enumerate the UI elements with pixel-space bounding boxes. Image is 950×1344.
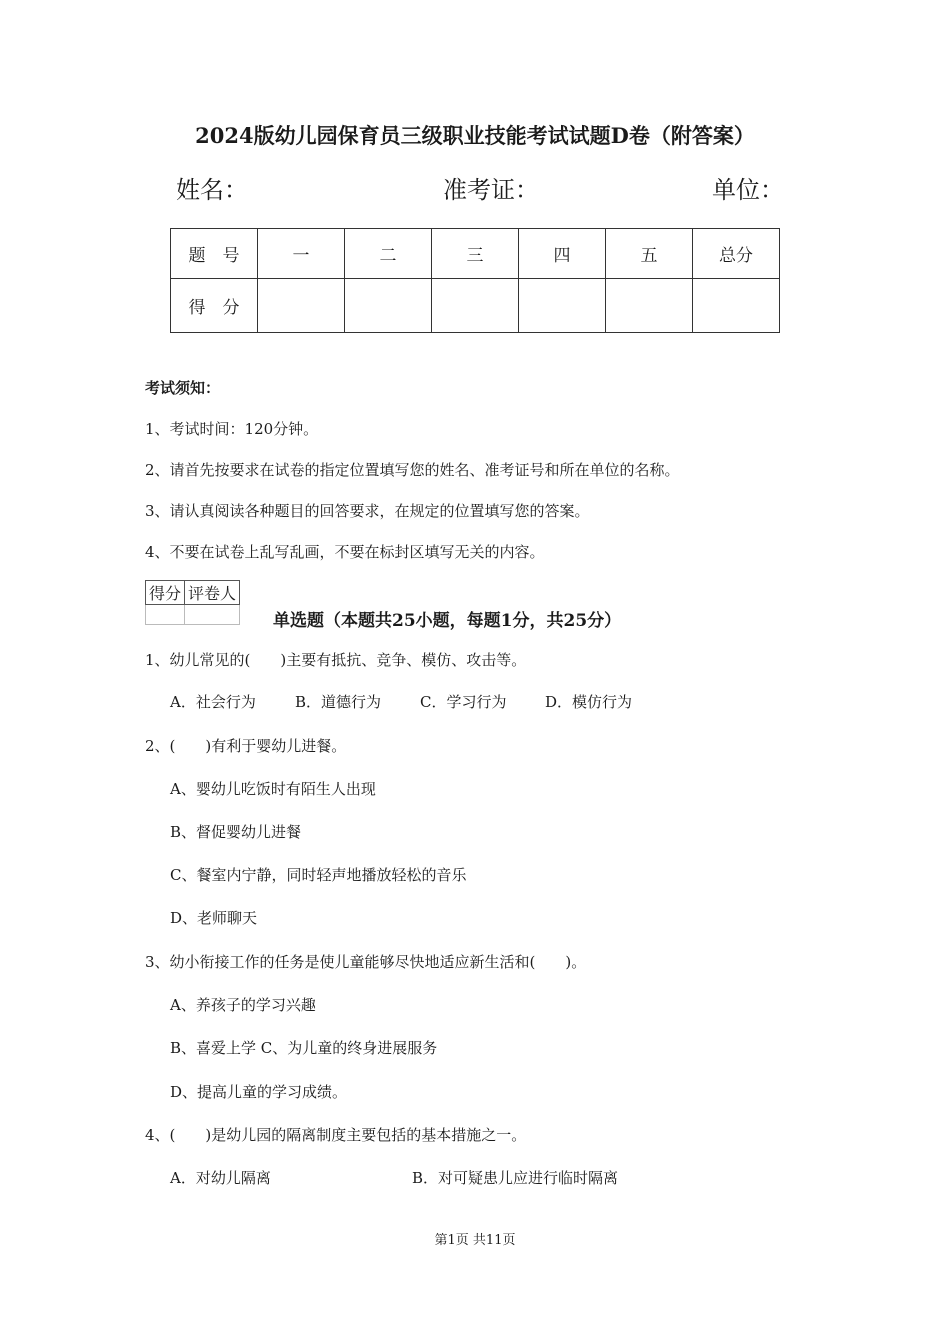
score-input-cell[interactable]: [432, 279, 519, 333]
notice-item: 4、不要在试卷上乱写乱画，不要在标封区填写无关的内容。: [145, 543, 545, 561]
question-option: A．对幼儿隔离: [170, 1169, 271, 1187]
grader-score-cell[interactable]: [146, 605, 185, 625]
question-option: D、老师聊天: [170, 909, 258, 927]
score-header-cell: 总分: [693, 229, 780, 279]
notice-item: 2、请首先按要求在试卷的指定位置填写您的姓名、准考证号和所在单位的名称。: [145, 461, 680, 479]
grader-reviewer-label: 评卷人: [185, 581, 240, 605]
question-option: A、养孩子的学习兴趣: [170, 996, 316, 1014]
question-option: A．社会行为: [170, 693, 256, 711]
grader-box: [145, 580, 240, 625]
score-header-cell: 四: [519, 229, 606, 279]
page-footer: 第1页 共11页: [434, 1233, 516, 1248]
question-option: D、提高儿童的学习成绩。: [170, 1083, 348, 1101]
score-header-cell: 一: [258, 229, 345, 279]
score-header-cell: 三: [432, 229, 519, 279]
question-option: D．模仿行为: [545, 693, 633, 711]
section-title: 单选题（本题共25小题，每题1分，共25分）: [273, 611, 622, 631]
question-stem: 3、幼小衔接工作的任务是使儿童能够尽快地适应新生活和( )。: [145, 953, 587, 971]
question-option: A、婴幼儿吃饭时有陌生人出现: [170, 780, 376, 798]
notice-item: 3、请认真阅读各种题目的回答要求，在规定的位置填写您的答案。: [145, 502, 590, 520]
score-table-score-row: [171, 279, 780, 333]
score-table: [170, 228, 780, 333]
score-header-cell: 题 号: [171, 229, 258, 279]
document-title: 2024版幼儿园保育员三级职业技能考试试题D卷（附答案）: [195, 123, 755, 148]
score-input-cell[interactable]: [693, 279, 780, 333]
question-stem: 4、( )是幼儿园的隔离制度主要包括的基本措施之一。: [145, 1126, 527, 1144]
question-option: B、喜爱上学 C、为儿童的终身进展服务: [170, 1039, 438, 1057]
notice-item: 1、考试时间：120分钟。: [145, 420, 319, 438]
question-option: C．学习行为: [420, 693, 507, 711]
question-option: B、督促婴幼儿进餐: [170, 823, 302, 841]
question-stem: 2、( )有利于婴幼儿进餐。: [145, 737, 347, 755]
score-row-label: 得 分: [171, 279, 258, 333]
score-header-cell: 二: [345, 229, 432, 279]
question-option: C、餐室内宁静，同时轻声地播放轻松的音乐: [170, 866, 467, 884]
unit-field-label: 单位：: [712, 176, 784, 204]
score-table-header-row: [171, 229, 780, 279]
grader-reviewer-cell[interactable]: [185, 605, 240, 625]
score-input-cell[interactable]: [519, 279, 606, 333]
question-option: B．道德行为: [295, 693, 382, 711]
name-field-label: 姓名：: [176, 176, 248, 204]
score-input-cell[interactable]: [606, 279, 693, 333]
score-input-cell[interactable]: [258, 279, 345, 333]
grader-score-label: 得分: [146, 581, 185, 605]
score-header-cell: 五: [606, 229, 693, 279]
notice-heading: 考试须知：: [145, 379, 221, 397]
score-input-cell[interactable]: [345, 279, 432, 333]
question-option: B．对可疑患儿应进行临时隔离: [412, 1169, 619, 1187]
exam-id-field-label: 准考证：: [443, 176, 539, 204]
question-stem: 1、幼儿常见的( )主要有抵抗、竞争、模仿、攻击等。: [145, 651, 527, 669]
